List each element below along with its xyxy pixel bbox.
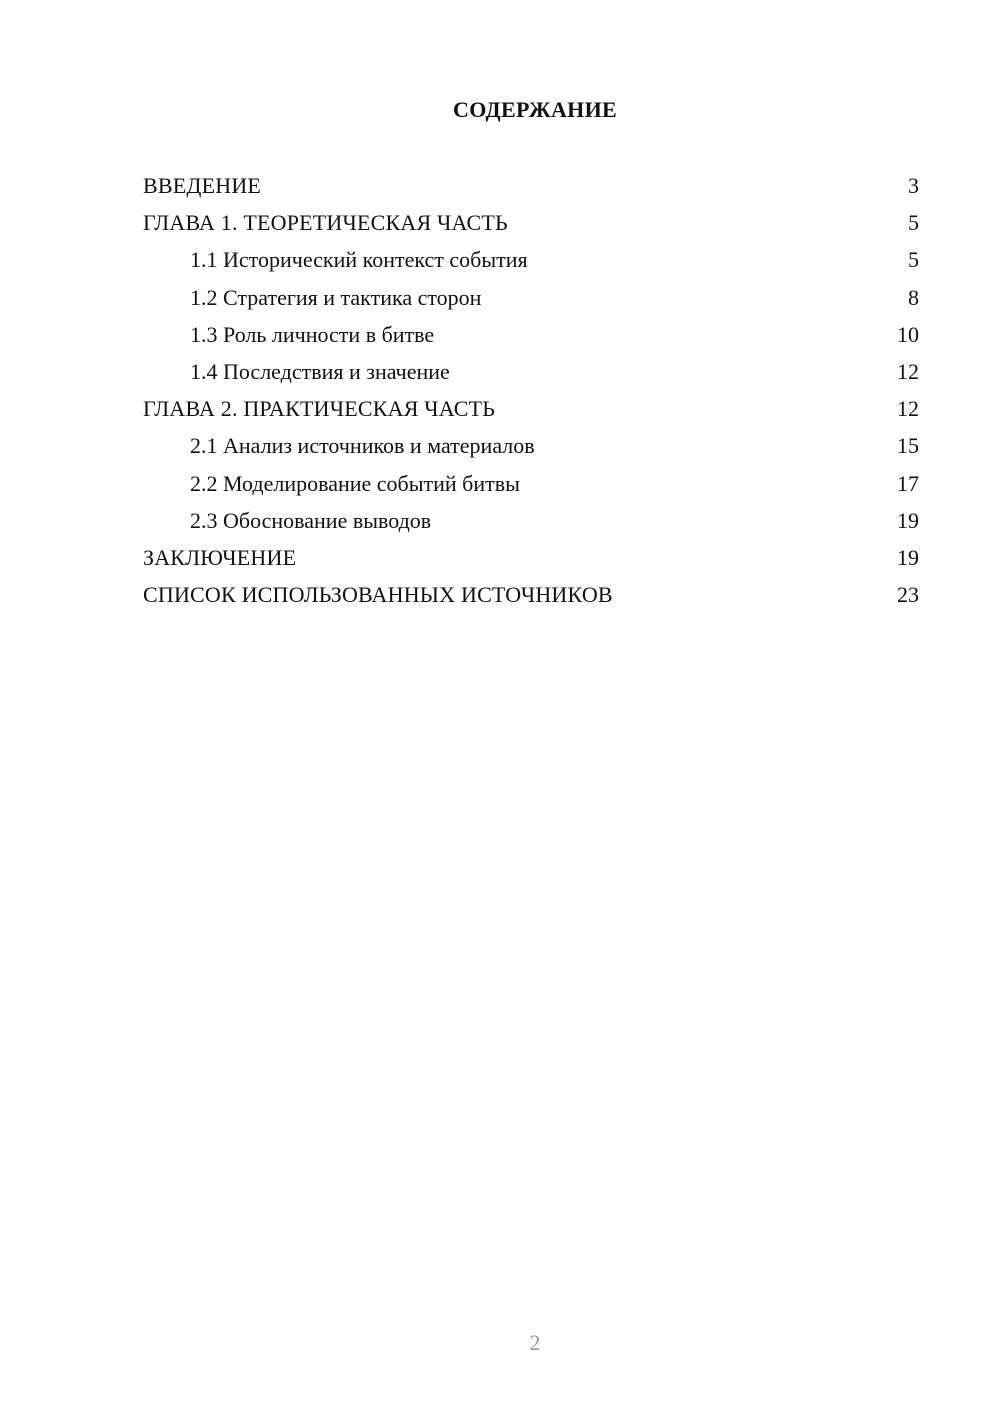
toc-entry-chapter-1[interactable]: [143, 204, 919, 241]
toc-entry-page: 12: [897, 358, 919, 384]
page-title: СОДЕРЖАНИЕ: [453, 97, 617, 122]
toc-entry-label: 2.2 Моделирование событий битвы: [190, 470, 520, 496]
toc-entry-label: 1.4 Последствия и значение: [190, 358, 450, 384]
toc-entry-page: 19: [897, 507, 919, 533]
toc-entry-page: 23: [897, 582, 919, 608]
toc-entry-page: 3: [908, 173, 919, 198]
table-of-contents: [143, 167, 919, 613]
toc-entry-introduction[interactable]: [143, 167, 919, 204]
toc-entry-page: 17: [897, 470, 919, 496]
toc-entry-label: 2.3 Обоснование выводов: [190, 507, 432, 533]
toc-entry-label: ЗАКЛЮЧЕНИЕ: [143, 544, 297, 570]
toc-entry-section-2-3[interactable]: [143, 502, 919, 539]
toc-entry-page: 15: [897, 433, 919, 459]
toc-entry-page: 12: [897, 396, 919, 422]
toc-entry-label: ГЛАВА 2. ПРАКТИЧЕСКАЯ ЧАСТЬ: [143, 396, 496, 422]
page-number: 2: [529, 1330, 541, 1355]
toc-entry-chapter-2[interactable]: [143, 390, 919, 427]
toc-entry-label: СПИСОК ИСПОЛЬЗОВАННЫХ ИСТОЧНИКОВ: [143, 582, 613, 608]
toc-entry-page: 10: [897, 321, 919, 347]
toc-entry-label: ВВЕДЕНИЕ: [143, 173, 262, 198]
toc-entry-section-1-4[interactable]: [143, 353, 919, 390]
toc-entry-label: 1.2 Стратегия и тактика сторон: [190, 284, 482, 310]
toc-entry-label: ГЛАВА 1. ТЕОРЕТИЧЕСКАЯ ЧАСТЬ: [143, 210, 508, 236]
toc-entry-section-1-3[interactable]: [143, 316, 919, 353]
toc-entry-label: 2.1 Анализ источников и материалов: [190, 433, 535, 459]
toc-entry-references[interactable]: [143, 576, 919, 613]
toc-entry-section-2-1[interactable]: [143, 427, 919, 464]
toc-entry-conclusion[interactable]: [143, 539, 919, 576]
toc-entry-page: 5: [908, 210, 919, 236]
toc-entry-section-1-1[interactable]: [143, 241, 919, 278]
toc-entry-label: 1.3 Роль личности в битве: [190, 321, 435, 347]
toc-entry-section-2-2[interactable]: [143, 465, 919, 502]
toc-entry-label: 1.1 Исторический контекст события: [190, 247, 528, 273]
toc-entry-page: 8: [908, 284, 919, 310]
toc-entry-page: 5: [908, 247, 919, 273]
toc-entry-section-1-2[interactable]: [143, 279, 919, 316]
toc-entry-page: 19: [897, 544, 919, 570]
